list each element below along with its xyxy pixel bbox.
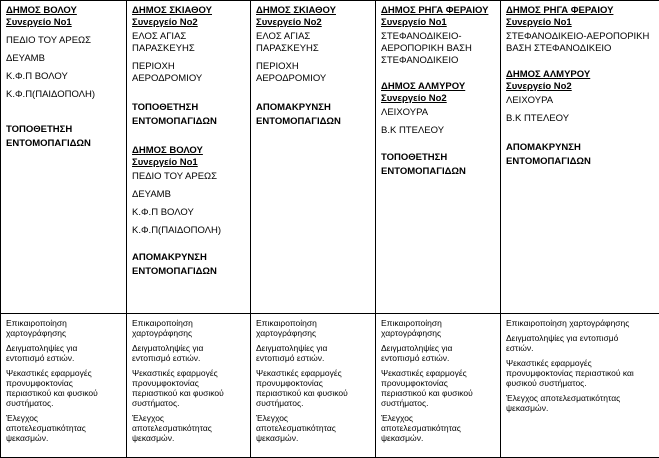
location-text: ΠΕΔΙΟ ΤΟΥ ΑΡΕΩΣ <box>6 35 122 47</box>
action-text <box>381 151 496 179</box>
municipality-heading: ΔΗΜΟΣ ΑΛΜΥΡΟΥ <box>381 81 496 93</box>
location-text: ΛΕΙΧΟΥΡΑ <box>506 95 656 107</box>
tasks-row <box>1 314 659 458</box>
location-text: ΛΕΙΧΟΥΡΑ <box>381 107 496 119</box>
schedule-cell-day-1 <box>1 1 127 314</box>
location-text: Β.Κ ΠΤΕΛΕΟΥ <box>506 113 656 125</box>
action-line: ΕΝΤΟΜΟΠΑΓΙΔΩΝ <box>132 115 246 129</box>
task-item: Ψεκαστικές εφαρμογές προνυμφοκτονίας περιαστικού και φυσικού συστήματος. <box>132 368 246 408</box>
location-text: ΔΕΥΑΜΒ <box>132 189 246 201</box>
action-text <box>506 141 656 169</box>
location-text: Κ.Φ.Π ΒΟΛΟΥ <box>6 71 122 83</box>
action-text <box>256 101 371 129</box>
team-heading: Συνεργείο Νο2 <box>381 93 496 105</box>
location-text: ΒΑΣΗ ΣΤΕΦΑΝΟΔΙΚΕΙΟ <box>506 43 656 55</box>
team-heading: Συνεργείο Νο1 <box>506 17 656 29</box>
action-text <box>132 251 246 279</box>
location-text: ΑΕΡΟΔΡΟΜΙΟΥ <box>132 73 246 85</box>
task-item: Δειγματοληψίες για εντοπισμό εστιών. <box>6 343 122 363</box>
task-item: Δειγματοληψίες για εντοπισμό εστιών. <box>256 343 371 363</box>
task-item: Δειγματοληψίες για εντοπισμό εστιών. <box>506 333 656 353</box>
action-line: ΤΟΠΟΘΕΤΗΣΗ <box>132 101 246 115</box>
team-heading: Συνεργείο Νο2 <box>256 17 371 29</box>
action-line: ΤΟΠΟΘΕΤΗΣΗ <box>6 123 122 137</box>
schedule-cell-day-2 <box>127 1 251 314</box>
tasks-cell <box>376 314 501 458</box>
location-text: Κ.Φ.Π(ΠΑΙΔΟΠΟΛΗ) <box>6 89 122 101</box>
municipality-heading: ΔΗΜΟΣ ΡΗΓΑ ΦΕΡΑΙΟΥ <box>381 5 496 17</box>
location-text: ΑΕΡΟΔΡΟΜΙΟΥ <box>256 73 371 85</box>
task-item: Ψεκαστικές εφαρμογές προνυμφοκτονίας περιαστικού και φυσικού συστήματος. <box>381 368 496 408</box>
municipality-heading: ΔΗΜΟΣ ΒΟΛΟΥ <box>132 145 246 157</box>
team-heading: Συνεργείο Νο1 <box>6 17 122 29</box>
municipality-heading: ΔΗΜΟΣ ΣΚΙΑΘΟΥ <box>132 5 246 17</box>
municipality-heading: ΔΗΜΟΣ ΑΛΜΥΡΟΥ <box>506 69 656 81</box>
locations-row <box>1 1 659 314</box>
team-heading: Συνεργείο Νο2 <box>506 81 656 93</box>
location-text: ΠΑΡΑΣΚΕΥΗΣ <box>256 43 371 55</box>
task-item: Έλεγχος αποτελεσματικότητας ψεκασμών. <box>506 393 656 413</box>
location-text: ΠΑΡΑΣΚΕΥΗΣ <box>132 43 246 55</box>
task-item: Δειγματοληψίες για εντοπισμό εστιών. <box>381 343 496 363</box>
action-line: ΑΠΟΜΑΚΡΥΝΣΗ <box>132 251 246 265</box>
location-text: ΣΤΕΦΑΝΟΔΙΚΕΙΟ <box>381 55 496 67</box>
location-text: ΕΛΟΣ ΑΓΙΑΣ <box>132 31 246 43</box>
task-item: Επικαιροποίηση χαρτογράφησης <box>381 318 496 338</box>
location-text: ΣΤΕΦΑΝΟΔΙΚΕΙΟ-ΑΕΡΟΠΟΡΙΚΗ <box>506 31 656 43</box>
task-item: Έλεγχος αποτελεσματικότητας ψεκασμών. <box>132 413 246 443</box>
location-text: ΠΕΔΙΟ ΤΟΥ ΑΡΕΩΣ <box>132 171 246 183</box>
municipality-heading: ΔΗΜΟΣ ΣΚΙΑΘΟΥ <box>256 5 371 17</box>
action-line: ΑΠΟΜΑΚΡΥΝΣΗ <box>506 141 656 155</box>
task-item: Ψεκαστικές εφαρμογές προνυμφοκτονίας περιαστικού και φυσικού συστήματος. <box>256 368 371 408</box>
location-text: ΣΤΕΦΑΝΟΔΙΚΕΙΟ- <box>381 31 496 43</box>
tasks-cell <box>251 314 376 458</box>
location-text: Κ.Φ.Π ΒΟΛΟΥ <box>132 207 246 219</box>
task-item: Έλεγχος αποτελεσματικότητας ψεκασμών. <box>381 413 496 443</box>
location-text: Β.Κ ΠΤΕΛΕΟΥ <box>381 125 496 137</box>
action-line: ΕΝΤΟΜΟΠΑΓΙΔΩΝ <box>132 265 246 279</box>
team-heading: Συνεργείο Νο1 <box>381 17 496 29</box>
location-text: Κ.Φ.Π(ΠΑΙΔΟΠΟΛΗ) <box>132 225 246 237</box>
action-line: ΕΝΤΟΜΟΠΑΓΙΔΩΝ <box>6 137 122 151</box>
schedule-cell-day-5 <box>501 1 659 314</box>
action-text <box>132 101 246 129</box>
tasks-cell <box>1 314 127 458</box>
task-item: Ψεκαστικές εφαρμογές προνυμφοκτονίας περιαστικού και φυσικού συστήματος. <box>506 358 656 388</box>
municipality-heading: ΔΗΜΟΣ ΡΗΓΑ ΦΕΡΑΙΟΥ <box>506 5 656 17</box>
team-heading: Συνεργείο Νο1 <box>132 157 246 169</box>
team-heading: Συνεργείο Νο2 <box>132 17 246 29</box>
action-line: ΤΟΠΟΘΕΤΗΣΗ <box>381 151 496 165</box>
action-line: ΕΝΤΟΜΟΠΑΓΙΔΩΝ <box>506 155 656 169</box>
task-item: Επικαιροποίηση χαρτογράφησης <box>256 318 371 338</box>
task-item: Έλεγχος αποτελεσματικότητας ψεκασμών. <box>256 413 371 443</box>
schedule-cell-day-3 <box>251 1 376 314</box>
task-item: Επικαιροποίηση χαρτογράφησης <box>132 318 246 338</box>
task-item: Ψεκαστικές εφαρμογές προνυμφοκτονίας περιαστικού και φυσικού συστήματος. <box>6 368 122 408</box>
task-item: Επικαιροποίηση χαρτογράφησης <box>6 318 122 338</box>
tasks-cell <box>127 314 251 458</box>
action-line: ΕΝΤΟΜΟΠΑΓΙΔΩΝ <box>381 165 496 179</box>
location-text: ΠΕΡΙΟΧΗ <box>256 61 371 73</box>
action-line: ΑΠΟΜΑΚΡΥΝΣΗ <box>256 101 371 115</box>
location-text: ΑΕΡΟΠΟΡΙΚΗ ΒΑΣΗ <box>381 43 496 55</box>
task-item: Έλεγχος αποτελεσματικότητας ψεκασμών. <box>6 413 122 443</box>
task-item: Δειγματοληψίες για εντοπισμό εστιών. <box>132 343 246 363</box>
location-text: ΠΕΡΙΟΧΗ <box>132 61 246 73</box>
action-text <box>6 123 122 151</box>
location-text: ΕΛΟΣ ΑΓΙΑΣ <box>256 31 371 43</box>
task-item: Επικαιροποίηση χαρτογράφησης <box>506 318 656 328</box>
schedule-cell-day-4 <box>376 1 501 314</box>
location-text: ΔΕΥΑΜΒ <box>6 53 122 65</box>
action-line: ΕΝΤΟΜΟΠΑΓΙΔΩΝ <box>256 115 371 129</box>
tasks-cell <box>501 314 659 458</box>
municipality-heading: ΔΗΜΟΣ ΒΟΛΟΥ <box>6 5 122 17</box>
